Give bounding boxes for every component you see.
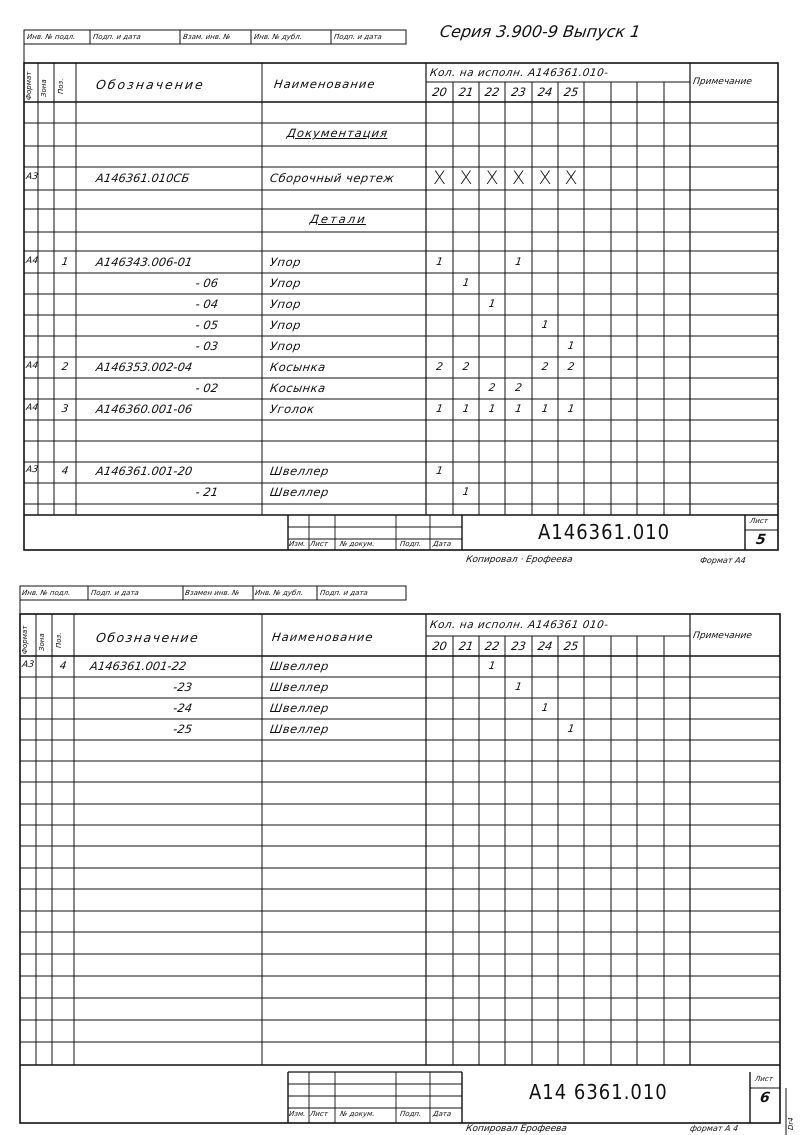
row-designation: - 02 [194,381,220,395]
sheet-number: 6 [758,1090,771,1106]
row-designation: -23 [172,680,194,694]
row-qty-cell: 1 [566,403,576,415]
row-qty-cell: 1 [566,340,576,352]
row-qty-cell: 1 [435,256,444,268]
row-name: Швеллер [269,659,330,673]
row-qty-cell: 1 [461,486,471,498]
row-qty-cell: 1 [487,298,497,310]
copied-by: Копировал · Ерофеева [465,555,574,565]
stamp-label-inv-dubl: Инв. № дубл. [254,589,304,597]
row-qty-cell: X [485,167,499,189]
format-label: формат А 4 [689,1124,739,1133]
row-name: Косынка [269,381,327,395]
row-designation: А146361.001-20 [95,464,194,478]
row-format: А3 [21,660,35,670]
tb-label-podp: Подп. [399,540,422,548]
row-name: Швеллер [269,722,330,736]
row-qty-cell: 2 [514,382,523,394]
series-title: Серия 3.900-9 Выпуск 1 [438,22,642,41]
row-name: Швеллер [269,680,330,694]
variant-header: 20 [431,639,448,653]
variant-header: 21 [457,639,475,653]
row-name: Швеллер [269,485,330,499]
row-qty-cell: 2 [487,382,497,394]
row-qty-cell: 1 [514,256,523,268]
row-name: Упор [269,318,302,332]
row-designation: - 21 [194,485,220,499]
header-pos: Поз. [57,78,65,94]
row-designation: А146361.001-22 [89,659,188,673]
header-name: Наименование [271,630,375,644]
row-qty-cell: 1 [514,403,523,415]
header-name: Наименование [273,77,377,91]
row-qty-cell: X [511,167,526,189]
header-zone: Зона [38,633,46,651]
header-format: Формат [21,625,29,654]
row-qty-cell: X [432,167,447,189]
tb-label-list: Лист [309,540,329,548]
variant-header: 25 [562,85,580,99]
row-qty-cell: 1 [540,702,550,714]
row-format: А3 [25,172,39,182]
variant-header: 25 [562,639,580,653]
row-qty-cell: 2 [540,361,550,373]
row-qty-cell: 2 [566,361,576,373]
row-name: Швеллер [269,464,330,478]
row-designation: - 06 [194,276,220,290]
header-format: Формат [25,71,33,100]
row-position: 4 [58,660,68,672]
stamp-label-podp-data-2: Подп. и дата [333,33,383,41]
variant-header: 24 [536,85,554,99]
stamp-label-vzam-inv: Взам. инв. № [182,33,232,41]
row-position: 4 [60,465,70,477]
sheet-2 [0,578,800,1135]
tb-label-izm: Изм. [288,540,307,548]
row-qty-cell: 1 [435,465,444,477]
row-format: А4 [25,256,39,266]
row-name: Косынка [269,360,327,374]
stamp-label-vzam-inv: Взамен инв. № [184,589,240,597]
row-qty-cell: X [564,167,578,189]
row-qty-cell: 1 [435,403,444,415]
row-designation: А146360.001-06 [95,402,194,416]
header-pos: Поз. [55,632,63,648]
row-designation: - 04 [194,297,220,311]
row-designation: А146353.002-04 [95,360,194,374]
row-qty-cell: 1 [487,403,497,415]
header-qty: Кол. на исполн. А146361.010- [429,67,610,79]
row-position: 2 [60,361,70,373]
variant-header: 21 [457,85,475,99]
tb-label-podp: Подп. [399,1110,422,1118]
tb-label-data: Дата [432,1110,452,1118]
row-designation: - 03 [194,339,220,353]
stamp-label-podp-data: Подп. и дата [92,33,142,41]
row-format: А3 [25,465,39,475]
stamp-label-inv-podl: Инв. № подл. [26,33,76,41]
stamp-label-podp-data: Подп. и дата [90,589,140,597]
row-qty-cell: 1 [566,723,576,735]
row-qty-cell: 1 [461,403,471,415]
row-name: Упор [269,339,302,353]
sheet-number: 5 [754,532,767,548]
row-designation: - 05 [194,318,220,332]
doc-number: А146361.010 [538,520,671,544]
section-documentation: Документация [286,126,390,140]
row-designation: А146343.006-01 [95,255,194,269]
stamp-label-inv-podl: Инв. № подл. [21,589,71,597]
variant-header: 23 [510,639,527,653]
row-name: Упор [269,255,302,269]
row-qty-cell: X [459,167,473,189]
row-name: Упор [269,276,302,290]
format-label: Формат А4 [699,556,747,565]
header-note: Примечание [692,631,753,641]
tb-label-list: Лист [309,1110,329,1118]
row-format: А4 [25,361,39,371]
variant-header: 24 [536,639,554,653]
header-note: Примечание [692,77,753,87]
header-designation: Обозначение [95,630,201,645]
header-qty: Кол. на исполн. А146361 010- [429,619,610,631]
row-name: Упор [269,297,302,311]
tb-label-data: Дата [432,540,452,548]
header-zone: Зона [40,79,48,97]
row-qty-cell: 1 [540,319,550,331]
tb-label-doc: № докум. [339,540,376,548]
variant-header: 20 [431,85,448,99]
row-name: Сборочный чертеж [269,171,396,185]
variant-header: 22 [483,639,501,653]
stamp-label-podp-data-2: Подп. и дата [319,589,369,597]
tb-label-doc: № докум. [339,1110,376,1118]
header-designation: Обозначение [95,77,206,92]
copied-by: Копировал Ерофеева [465,1124,568,1134]
row-qty-cell: X [538,167,552,189]
row-designation: А146361.010СБ [95,171,191,185]
variant-header: 22 [483,85,501,99]
sheet-label: Лист [754,1075,774,1083]
stamp-label-inv-dubl: Инв. № дубл. [253,33,303,41]
row-name: Уголок [269,402,316,416]
row-qty-cell: 1 [514,681,523,693]
sheet-label: Лист [749,517,769,525]
row-format: А4 [25,403,39,413]
row-position: 1 [60,256,70,268]
row-qty-cell: 1 [461,277,471,289]
row-qty-cell: 1 [487,660,497,672]
row-designation: -24 [172,701,194,715]
doc-number: А14 6361.010 [529,1080,668,1104]
row-qty-cell: 2 [461,361,471,373]
row-qty-cell: 1 [540,403,550,415]
row-name: Швеллер [269,701,330,715]
variant-header: 23 [510,85,527,99]
section-details: Детали [309,212,368,226]
row-qty-cell: 2 [435,361,444,373]
tb-label-izm: Изм. [288,1110,307,1118]
margin-code: Dr4 [787,1117,795,1130]
row-position: 3 [60,403,70,415]
row-designation: -25 [172,722,194,736]
